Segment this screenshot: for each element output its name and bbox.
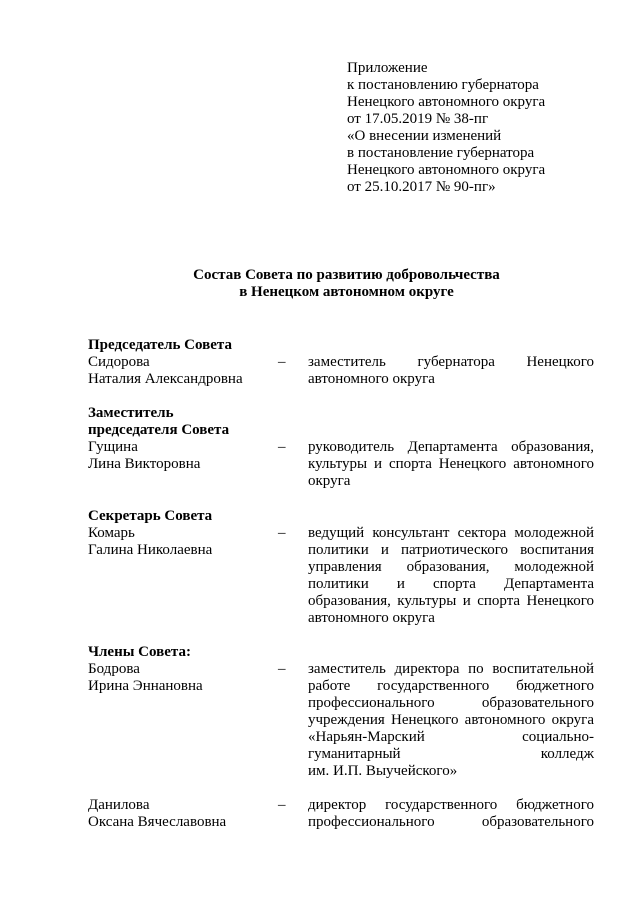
section-chairman — [88, 337, 594, 388]
position-line: политики и спорта Департамента — [308, 576, 594, 592]
section-members-continued — [88, 797, 594, 831]
member-row — [88, 661, 594, 780]
document-title-line: в Ненецком автономном округе — [239, 284, 454, 300]
position-line: гуманитарный колледж — [308, 746, 594, 762]
section-heading — [88, 508, 594, 525]
position-line: автономного округа — [308, 371, 435, 387]
member-row — [88, 439, 594, 490]
position-line: заместитель губернатора Ненецкого — [308, 354, 594, 370]
dash-separator: – — [278, 354, 286, 370]
appendix-line: Приложение — [347, 60, 428, 76]
appendix-line: в постановление губернатора — [347, 145, 535, 161]
section-secretary — [88, 508, 594, 627]
position-line: профессионального образовательного — [308, 814, 594, 830]
section-heading-line: Секретарь Совета — [88, 508, 213, 524]
section-heading-line: Председатель Совета — [88, 337, 232, 353]
appendix-line: Ненецкого автономного округа — [347, 94, 546, 110]
member-row — [88, 525, 594, 627]
position-line: профессионального образовательного — [308, 695, 594, 711]
appendix-line: «О внесении изменений — [347, 128, 502, 144]
dash-separator: – — [278, 661, 286, 677]
position-line: автономного округа — [308, 610, 435, 626]
member-position — [308, 661, 594, 780]
position-line: управления образования, молодежной — [308, 559, 594, 575]
member-given-names: Оксана Вячеславовна — [88, 814, 227, 830]
member-surname: Бодрова — [88, 661, 140, 677]
member-row — [88, 797, 594, 831]
position-line: образования, культуры и спорта Ненецкого — [308, 593, 594, 609]
dash-separator: – — [278, 525, 286, 541]
document-title-line: Состав Совета по развитию добровольчества — [193, 267, 500, 283]
position-line: культуры и спорта Ненецкого автономного — [308, 456, 594, 472]
member-given-names: Наталия Александровна — [88, 371, 243, 387]
member-name — [88, 797, 278, 831]
member-surname: Данилова — [88, 797, 150, 813]
position-line: работе государственного бюджетного — [308, 678, 594, 694]
member-given-names: Лина Викторовна — [88, 456, 201, 472]
member-name — [88, 661, 278, 780]
dash-separator: – — [278, 797, 286, 813]
section-deputy-chairman — [88, 405, 594, 490]
member-given-names: Ирина Эннановна — [88, 678, 203, 694]
position-line: округа — [308, 473, 351, 489]
member-surname: Гущина — [88, 439, 138, 455]
appendix-line: от 17.05.2019 № 38-пг — [347, 111, 489, 127]
document-title — [0, 267, 640, 301]
section-heading — [88, 644, 594, 661]
member-position — [308, 354, 594, 388]
position-line: заместитель директора по воспитательной — [308, 661, 594, 677]
section-heading — [88, 337, 594, 354]
section-heading-line: Члены Совета: — [88, 644, 191, 660]
section-heading-line: председателя Совета — [88, 422, 230, 438]
member-surname: Сидорова — [88, 354, 150, 370]
section-heading — [88, 405, 594, 439]
dash-separator: – — [278, 439, 286, 455]
member-surname: Комарь — [88, 525, 135, 541]
member-position — [308, 797, 594, 831]
position-line: учреждения Ненецкого автономного округа — [308, 712, 594, 728]
member-name — [88, 525, 278, 627]
position-line: ведущий консультант сектора молодежной — [308, 525, 594, 541]
member-position — [308, 439, 594, 490]
member-row — [88, 354, 594, 388]
position-line: руководитель Департамента образования, — [308, 439, 594, 455]
section-members — [88, 644, 594, 780]
member-given-names: Галина Николаевна — [88, 542, 213, 558]
position-line: директор государственного бюджетного — [308, 797, 594, 813]
appendix-line: Ненецкого автономного округа — [347, 162, 546, 178]
appendix-line: от 25.10.2017 № 90-пг» — [347, 179, 496, 195]
position-line: «Нарьян-Марский социально- — [308, 729, 594, 745]
member-name — [88, 354, 278, 388]
member-position — [308, 525, 594, 627]
appendix-block — [347, 60, 627, 196]
member-name — [88, 439, 278, 490]
position-line: политики и патриотического воспитания — [308, 542, 594, 558]
position-line: им. И.П. Выучейского» — [308, 763, 458, 779]
appendix-line: к постановлению губернатора — [347, 77, 539, 93]
section-heading-line: Заместитель — [88, 405, 174, 421]
